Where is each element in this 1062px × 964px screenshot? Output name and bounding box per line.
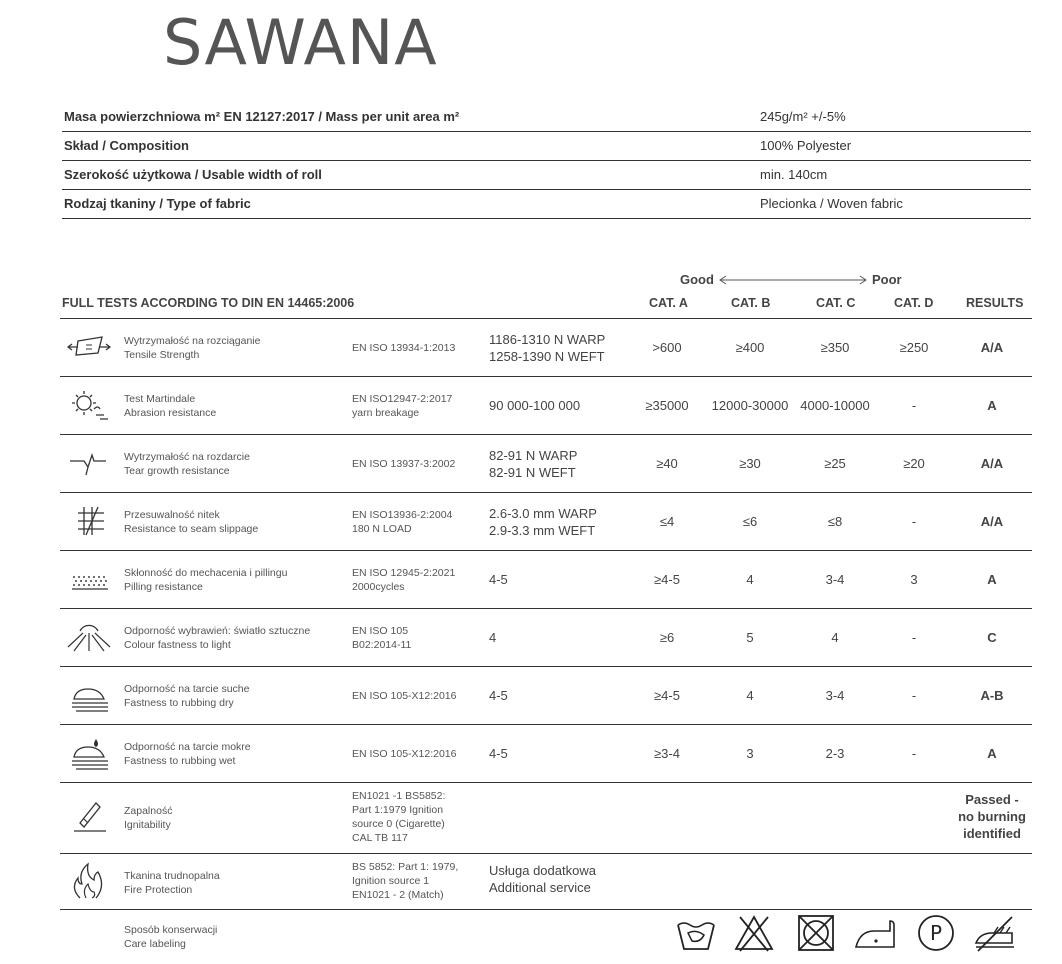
test-result-value: 82-91 N WARP 82-91 N WEFT: [489, 448, 578, 480]
table-row: [60, 783, 1032, 854]
cat-a-value: ≤4: [659, 514, 675, 529]
cat-b-value: ≥400: [735, 340, 765, 355]
test-name: Wytrzymałość na rozciąganie Tensile Strength: [124, 335, 261, 361]
spec-row: [62, 190, 1031, 219]
cat-c-value: 3-4: [825, 688, 845, 703]
test-result-value: 4-5: [489, 688, 508, 703]
test-standard: EN ISO 13934-1:2013: [352, 342, 456, 354]
care-labeling-label: Sposób konserwacji Care labeling: [124, 924, 218, 950]
tests-header-title: FULL TESTS ACCORDING TO DIN EN 14465:2006: [62, 296, 355, 310]
fire-protection-icon: [66, 862, 112, 902]
test-result-value: 4-5: [489, 746, 508, 761]
tests-header: [60, 294, 1032, 319]
tests-table: [60, 319, 1032, 910]
spec-label: Skład / Composition: [64, 138, 189, 153]
test-standard: EN ISO13936-2:2004 180 N LOAD: [352, 509, 453, 535]
result-grade: Passed - no burning identified: [958, 792, 1026, 841]
cat-b-value: ≥30: [739, 456, 761, 471]
cat-c-value: ≥25: [824, 456, 846, 471]
result-grade: A-B: [980, 688, 1004, 703]
cat-d-header: CAT. D: [894, 296, 934, 310]
spec-row: [62, 103, 1031, 132]
table-row: [60, 377, 1032, 435]
test-standard: EN1021 -1 BS5852: Part 1:1979 Ignition source 0 (Cigarette) CAL TB 117: [352, 790, 446, 844]
cat-d-value: -: [911, 746, 917, 761]
result-grade: A/A: [980, 456, 1004, 471]
test-name: Przesuwalność nitek Resistance to seam slippage: [124, 509, 259, 535]
test-result-value: 2.6-3.0 mm WARP 2.9-3.3 mm WEFT: [489, 506, 597, 538]
test-result-value: 4: [489, 630, 497, 645]
cat-a-value: ≥35000: [645, 398, 689, 413]
cat-c-value: 3-4: [825, 572, 845, 587]
spec-value: 245g/m² +/-5%: [760, 109, 846, 124]
cat-d-value: -: [911, 514, 917, 529]
cat-a-header: CAT. A: [649, 296, 688, 310]
test-standard: EN ISO 105-X12:2016: [352, 748, 457, 760]
good-poor-scale: [680, 272, 920, 288]
cat-a-value: ≥4-5: [654, 572, 680, 587]
spec-row: [62, 161, 1031, 190]
table-row: [60, 854, 1032, 910]
test-standard: BS 5852: Part 1: 1979, Ignition source 1 EN1021 - 2 (Match): [352, 861, 459, 901]
result-grade: A/A: [980, 514, 1004, 529]
cat-b-value: 12000-30000: [711, 398, 789, 413]
test-name: Test Martindale Abrasion resistance: [124, 393, 217, 419]
double-arrow-icon: [718, 275, 868, 285]
scale-poor-label: Poor: [872, 272, 902, 287]
cat-a-value: ≥40: [656, 456, 678, 471]
no-wet-clean-icon: [972, 913, 1018, 953]
seam-slippage-icon: [66, 501, 112, 541]
spec-value: 100% Polyester: [760, 138, 852, 153]
spec-label: Rodzaj tkaniny / Type of fabric: [64, 196, 251, 211]
test-standard: EN ISO12947-2:2017 yarn breakage: [352, 393, 453, 419]
table-row: [60, 667, 1032, 725]
pilling-icon: [66, 559, 112, 599]
rubbing-wet-icon: [66, 733, 112, 773]
result-grade: A: [987, 572, 997, 587]
product-title: SAWANA: [163, 6, 438, 79]
cat-b-header: CAT. B: [731, 296, 771, 310]
table-row: [60, 435, 1032, 493]
cat-b-value: ≤6: [742, 514, 758, 529]
scale-good-label: Good: [680, 272, 714, 287]
light-fastness-icon: [66, 617, 112, 657]
tear-icon: [66, 443, 112, 483]
cat-a-value: ≥4-5: [654, 688, 680, 703]
test-name: Tkanina trudnopalna Fire Protection: [124, 870, 220, 896]
table-row: [60, 493, 1032, 551]
dry-clean-p-icon: [916, 913, 956, 953]
hand-wash-icon: [676, 913, 716, 953]
results-header: RESULTS: [966, 296, 1024, 310]
spec-table: [62, 103, 1031, 219]
result-grade: A/A: [980, 340, 1004, 355]
cat-b-value: 4: [746, 688, 754, 703]
test-standard: EN ISO 105 B02:2014-11: [352, 625, 412, 651]
test-standard: EN ISO 13937-3:2002: [352, 458, 456, 470]
table-row: [60, 319, 1032, 377]
cat-a-value: ≥6: [659, 630, 675, 645]
test-name: Odporność na tarcie mokre Fastness to rubbing wet: [124, 741, 251, 767]
test-name: Wytrzymałość na rozdarcie Tear growth resistance: [124, 451, 250, 477]
no-bleach-icon: [734, 913, 774, 953]
test-result-value: 1186-1310 N WARP 1258-1390 N WEFT: [489, 332, 606, 364]
no-tumble-dry-icon: [796, 913, 836, 953]
spec-row: [62, 132, 1031, 161]
table-row: [60, 725, 1032, 783]
martindale-icon: [66, 385, 112, 425]
table-row: [60, 609, 1032, 667]
result-grade: C: [987, 630, 997, 645]
cat-b-value: 5: [746, 630, 754, 645]
cat-d-value: -: [911, 630, 917, 645]
spec-value: min. 140cm: [760, 167, 828, 182]
spec-label: Masa powierzchniowa m² EN 12127:2017 / Mass per unit area m²: [64, 109, 460, 124]
spec-label: Szerokość użytkowa / Usable width of roll: [64, 167, 322, 182]
cat-d-value: 3: [910, 572, 918, 587]
cat-c-value: ≤8: [827, 514, 843, 529]
cat-c-value: 4000-10000: [800, 398, 870, 413]
table-row: [60, 551, 1032, 609]
test-name: Zapalność Ignitability: [124, 805, 173, 831]
cat-c-header: CAT. C: [816, 296, 856, 310]
cat-a-value: >600: [652, 340, 682, 355]
result-grade: A: [987, 398, 997, 413]
svg-text:P: P: [929, 921, 943, 945]
low-iron-icon: [854, 913, 898, 953]
test-standard: EN ISO 12945-2:2021 2000cycles: [352, 567, 456, 593]
tensile-icon: [66, 327, 112, 367]
test-name: Odporność na tarcie suche Fastness to rubbing dry: [124, 683, 250, 709]
cat-b-value: 4: [746, 572, 754, 587]
test-result-value: Usługa dodatkowa Additional service: [489, 863, 596, 895]
cat-c-value: 4: [831, 630, 839, 645]
test-name: Odporność wybrawień: światło sztuczne Colour fastness to light: [124, 625, 311, 651]
test-result-value: 90 000-100 000: [489, 398, 581, 413]
cat-d-value: -: [911, 398, 917, 413]
cat-a-value: ≥3-4: [654, 746, 680, 761]
result-grade: A: [987, 746, 997, 761]
test-standard: EN ISO 105-X12:2016: [352, 690, 457, 702]
test-result-value: 4-5: [489, 572, 508, 587]
cat-c-value: 2-3: [825, 746, 845, 761]
test-name: Skłonność do mechacenia i pillingu Pilling resistance: [124, 567, 288, 593]
cat-d-value: ≥20: [903, 456, 925, 471]
ignitability-icon: [66, 797, 112, 837]
cat-d-value: -: [911, 688, 917, 703]
cat-d-value: ≥250: [899, 340, 929, 355]
rubbing-dry-icon: [66, 675, 112, 715]
cat-c-value: ≥350: [820, 340, 850, 355]
spec-value: Plecionka / Woven fabric: [760, 196, 903, 211]
cat-b-value: 3: [746, 746, 754, 761]
